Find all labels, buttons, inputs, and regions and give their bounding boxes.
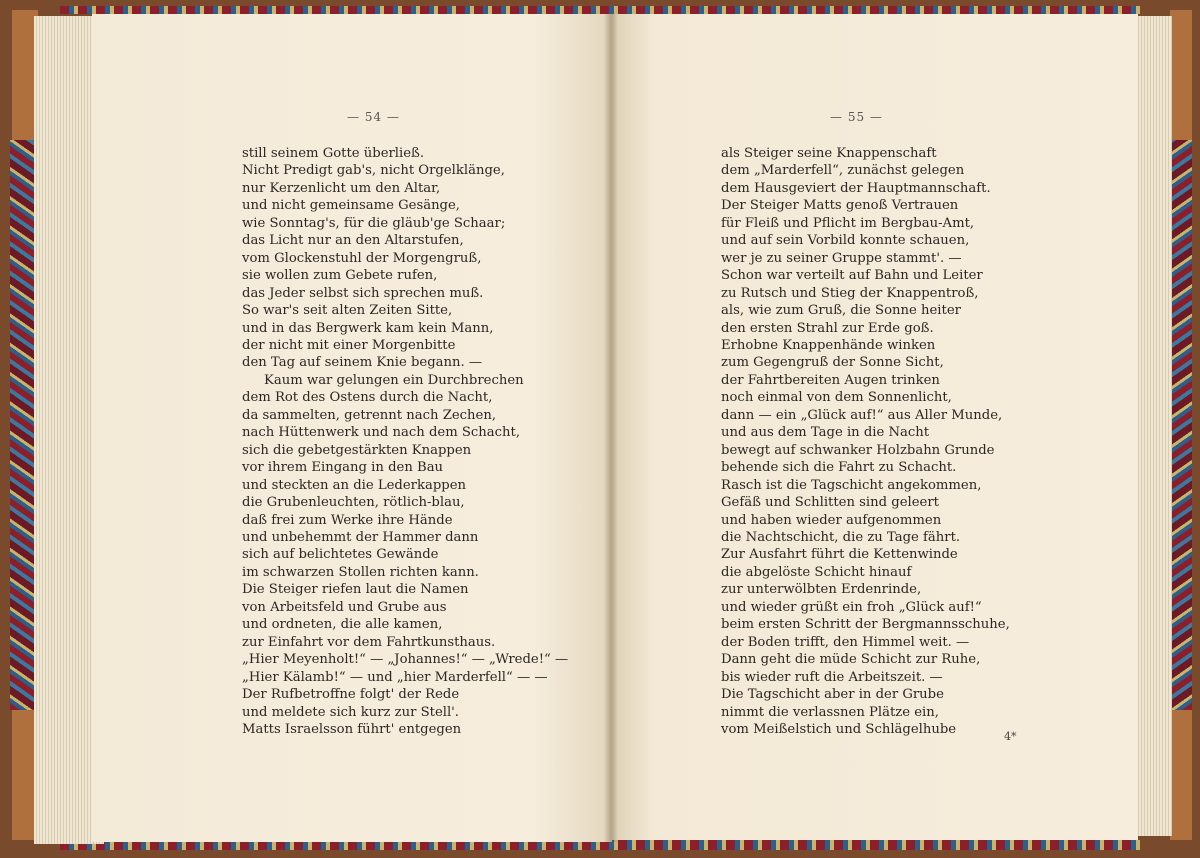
- page-number-right: — 55 —: [830, 110, 883, 124]
- right-page-text: [721, 145, 1010, 738]
- text-line: dem Rot des Ostens durch die Nacht,: [242, 390, 493, 406]
- text-line: und ordneten, die alle kamen,: [242, 617, 443, 633]
- page-number-left: — 54 —: [347, 110, 400, 124]
- leather-corner: [1170, 710, 1192, 840]
- text-line: bis wieder ruft die Arbeitszeit. —: [721, 669, 943, 685]
- text-line: und unbehemmt der Hammer dann: [242, 529, 479, 545]
- text-line: Kaum war gelungen ein Durchbrechen: [264, 372, 524, 388]
- text-line: Die Tagschicht aber in der Grube: [721, 687, 944, 703]
- text-line: sie wollen zum Gebete rufen,: [242, 268, 438, 284]
- text-line: Der Rufbetroffne folgt' der Rede: [242, 687, 460, 703]
- text-line: sich die gebetgestärkten Knappen: [242, 442, 472, 458]
- text-line: still seinem Gotte überließ.: [242, 146, 425, 161]
- text-line: und in das Bergwerk kam kein Mann,: [242, 320, 494, 336]
- leather-corner: [1170, 10, 1192, 140]
- text-line: zum Gegengruß der Sonne Sicht,: [721, 355, 944, 371]
- text-line: die Nachtschicht, die zu Tage fährt.: [721, 529, 961, 545]
- text-line: Erhobne Knappenhände winken: [721, 337, 936, 353]
- text-line: vom Meißelstich und Schlägelhube: [721, 721, 957, 737]
- text-line: dann — ein „Glück auf!“ aus Aller Munde,: [721, 407, 1003, 423]
- text-line: dem „Marderfell“, zunächst gelegen: [721, 163, 965, 179]
- text-line: und nicht gemeinsame Gesänge,: [242, 198, 460, 214]
- text-line: „Hier Meyenholt!“ — „Johannes!“ — „Wrede!“ —: [242, 652, 569, 668]
- text-line: bewegt auf schwanker Holzbahn Grunde: [721, 442, 995, 458]
- text-line: zur Einfahrt vor dem Fahrtkunsthaus.: [242, 634, 496, 650]
- text-line: So war's seit alten Zeiten Sitte,: [242, 303, 453, 319]
- text-line: den Tag auf seinem Knie begann. —: [242, 355, 483, 371]
- text-line: Zur Ausfahrt führt die Kettenwinde: [721, 547, 958, 563]
- text-line: daß frei zum Werke ihre Hände: [242, 512, 453, 528]
- text-line: und wieder grüßt ein froh „Glück auf!“: [721, 599, 982, 615]
- text-line: Rasch ist die Tagschicht angekommen,: [721, 477, 982, 493]
- text-line: Der Steiger Matts genoß Vertrauen: [721, 198, 959, 214]
- text-line: nur Kerzenlicht um den Altar,: [242, 180, 441, 196]
- text-line: von Arbeitsfeld und Grube aus: [242, 599, 447, 615]
- text-line: wie Sonntag's, für die gläub'ge Schaar;: [242, 215, 506, 231]
- text-line: der Fahrtbereiten Augen trinken: [721, 372, 940, 388]
- text-line: dem Hausgeviert der Hauptmannschaft.: [721, 180, 991, 196]
- book-gutter: [604, 14, 618, 842]
- text-line: beim ersten Schritt der Bergmannsschuhe,: [721, 617, 1010, 633]
- text-line: behende sich die Fahrt zu Schacht.: [721, 460, 957, 476]
- text-line: und meldete sich kurz zur Stell'.: [242, 704, 460, 720]
- text-line: als, wie zum Gruß, die Sonne heiter: [721, 303, 961, 319]
- text-line: der Boden trifft, den Himmel weit. —: [721, 634, 970, 650]
- text-line: und haben wieder aufgenommen: [721, 512, 942, 528]
- text-line: und steckten an die Lederkappen: [242, 477, 467, 493]
- text-line: Schon war verteilt auf Bahn und Leiter: [721, 268, 983, 284]
- text-line: und auf sein Vorbild konnte schauen,: [721, 233, 970, 249]
- text-line: das Jeder selbst sich sprechen muß.: [242, 285, 484, 301]
- left-page-text: [242, 145, 568, 738]
- text-line: „Hier Kälamb!“ — und „hier Marderfell“ — —: [242, 669, 548, 685]
- text-line: sich auf belichtetes Gewände: [242, 547, 439, 563]
- text-line: Nicht Predigt gab's, nicht Orgelklänge,: [242, 163, 505, 179]
- text-line: noch einmal von dem Sonnenlicht,: [721, 390, 952, 406]
- text-line: und aus dem Tage in die Nacht: [721, 425, 930, 441]
- text-line: für Fleiß und Pflicht im Bergbau-Amt,: [721, 215, 975, 231]
- text-line: die abgelöste Schicht hinauf: [721, 564, 912, 580]
- text-line: die Grubenleuchten, rötlich-blau,: [242, 495, 465, 511]
- text-line: der nicht mit einer Morgenbitte: [242, 337, 456, 353]
- text-line: Die Steiger riefen laut die Namen: [242, 582, 469, 598]
- text-line: Matts Israelsson führt' entgegen: [242, 721, 462, 737]
- text-line: nach Hüttenwerk und nach dem Schacht,: [242, 425, 521, 441]
- text-line: Dann geht die müde Schicht zur Ruhe,: [721, 652, 981, 668]
- text-line: zur unterwölbten Erdenrinde,: [721, 582, 922, 598]
- text-line: den ersten Strahl zur Erde goß.: [721, 320, 934, 336]
- text-line: vor ihrem Eingang in den Bau: [242, 460, 444, 476]
- text-line: zu Rutsch und Stieg der Knappentroß,: [721, 285, 979, 301]
- text-line: nimmt die verlassnen Plätze ein,: [721, 704, 939, 720]
- text-line: Gefäß und Schlitten sind geleert: [721, 495, 939, 511]
- text-line: vom Glockenstuhl der Morgengruß,: [242, 250, 482, 266]
- text-line: da sammelten, getrennt nach Zechen,: [242, 407, 497, 423]
- signature-mark: 4*: [1004, 730, 1017, 743]
- text-line: wer je zu seiner Gruppe stammt'. —: [721, 250, 962, 266]
- text-line: als Steiger seine Knappenschaft: [721, 146, 937, 161]
- marbled-board: [60, 6, 1140, 14]
- text-line: im schwarzen Stollen richten kann.: [242, 564, 479, 580]
- text-line: das Licht nur an den Altarstufen,: [242, 233, 464, 249]
